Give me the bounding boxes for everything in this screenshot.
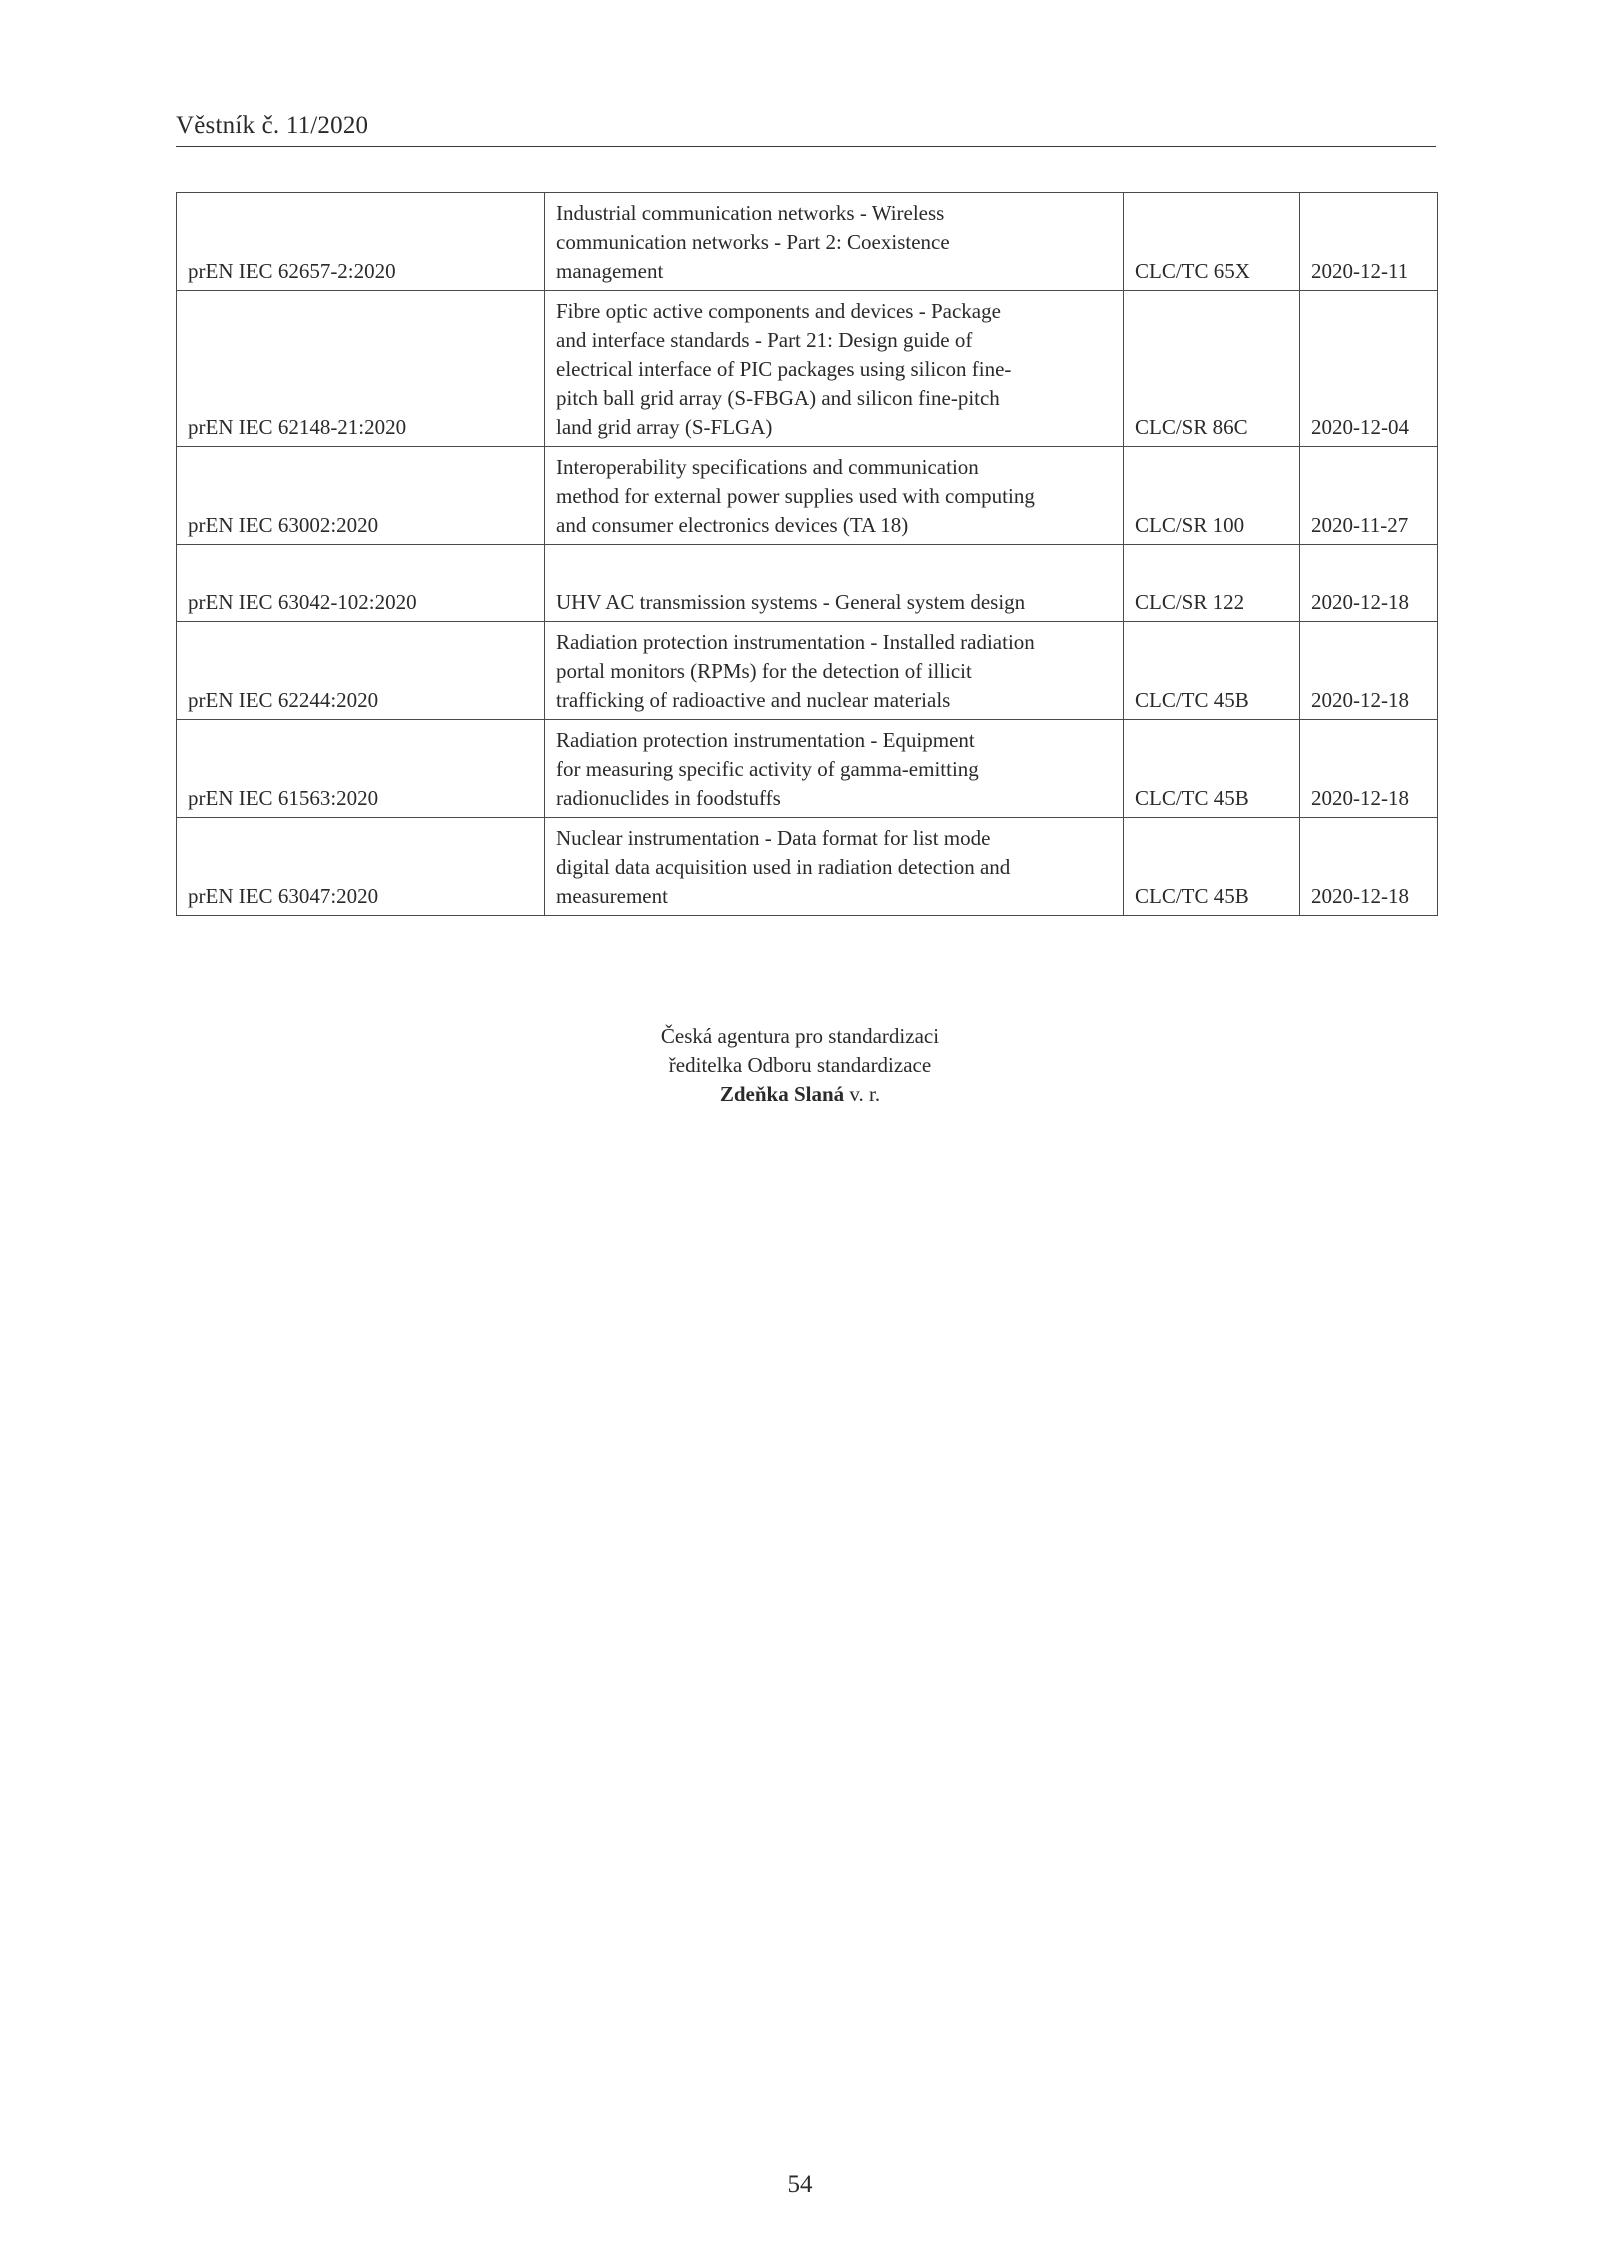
deadline-date: 2020-12-11: [1300, 193, 1438, 291]
standard-title: [545, 818, 1124, 916]
signatory-role: ředitelka Odboru standardizace: [668, 1053, 932, 1077]
table-row: [177, 291, 1438, 447]
table-row: [177, 447, 1438, 545]
standard-code: prEN IEC 63042-102:2020: [177, 545, 545, 622]
standard-code: prEN IEC 63047:2020: [177, 818, 545, 916]
committee: CLC/TC 45B: [1124, 818, 1300, 916]
standard-code: prEN IEC 62657-2:2020: [177, 193, 545, 291]
standard-title: [545, 720, 1124, 818]
signatory-line: [0, 1080, 1600, 1109]
deadline-date: 2020-12-18: [1300, 818, 1438, 916]
standard-title-text: Fibre optic active components and devices - Package and interface standards - Part 21: Design guide of electrical interface of PIC packages using silicon fine- pitch ball grid array (S-FBGA) and silicon fine-pitch land grid array (S-FLGA): [556, 299, 1012, 439]
deadline-date: 2020-12-18: [1300, 622, 1438, 720]
standard-title: [545, 545, 1124, 622]
table-row: [177, 818, 1438, 916]
deadline-date: 2020-12-18: [1300, 720, 1438, 818]
header-divider: [176, 146, 1436, 147]
standard-title: [545, 193, 1124, 291]
standard-code: prEN IEC 61563:2020: [177, 720, 545, 818]
agency-name: Česká agentura pro standardizaci: [660, 1024, 940, 1048]
deadline-date: 2020-12-04: [1300, 291, 1438, 447]
table-row: [177, 545, 1438, 622]
standard-title-text: Radiation protection instrumentation - Equipment for measuring specific activity of gamma-emitting radionuclides in foodstuffs: [556, 728, 979, 810]
committee: CLC/TC 45B: [1124, 622, 1300, 720]
committee: CLC/SR 86C: [1124, 291, 1300, 447]
signatory-name: Zdeňka Slaná: [719, 1082, 845, 1106]
standard-title-text: UHV AC transmission systems - General system design: [556, 590, 1026, 614]
standard-code: prEN IEC 63002:2020: [177, 447, 545, 545]
standard-title-text: Industrial communication networks - Wireless communication networks - Part 2: Coexistence management: [556, 201, 950, 283]
deadline-date: 2020-11-27: [1300, 447, 1438, 545]
committee: CLC/TC 65X: [1124, 193, 1300, 291]
standards-table: [176, 192, 1438, 916]
committee: CLC/TC 45B: [1124, 720, 1300, 818]
standard-title: [545, 622, 1124, 720]
standard-title-text: Interoperability specifications and communication method for external power supplies used with computing and consumer electronics devices (TA 18): [556, 455, 1035, 537]
standard-title: [545, 291, 1124, 447]
signature-block: [0, 1022, 1600, 1109]
page-number: 54: [787, 2171, 813, 2198]
table-row: [177, 193, 1438, 291]
committee: CLC/SR 100: [1124, 447, 1300, 545]
standard-code: prEN IEC 62244:2020: [177, 622, 545, 720]
page-header-title: Věstník č. 11/2020: [176, 112, 369, 139]
table-row: [177, 720, 1438, 818]
table-row: [177, 622, 1438, 720]
signatory-suffix: v. r.: [844, 1082, 881, 1106]
standard-title-text: Radiation protection instrumentation - Installed radiation portal monitors (RPMs) for the detection of illicit trafficking of radioactive and nuclear materials: [556, 630, 1035, 712]
standard-title: [545, 447, 1124, 545]
committee: CLC/SR 122: [1124, 545, 1300, 622]
deadline-date: 2020-12-18: [1300, 545, 1438, 622]
standard-title-text: Nuclear instrumentation - Data format for list mode digital data acquisition used in radiation detection and measurement: [556, 826, 1011, 908]
standard-code: prEN IEC 62148-21:2020: [177, 291, 545, 447]
